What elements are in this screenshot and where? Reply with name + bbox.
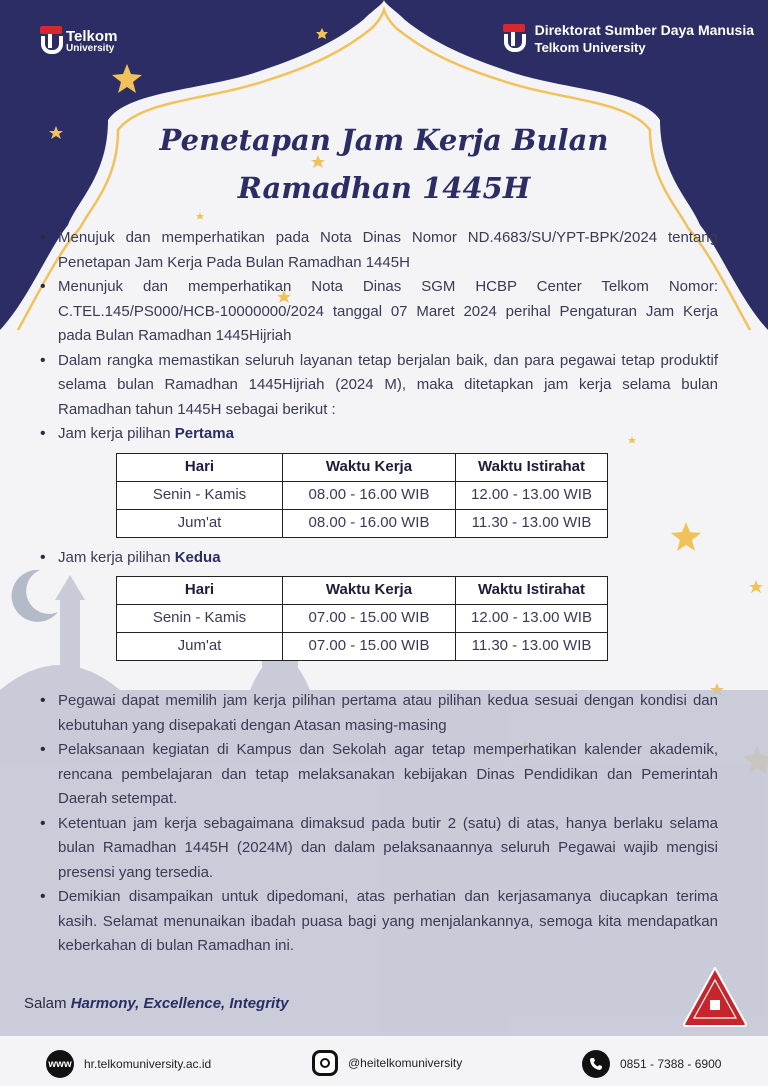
table-cell: Jum'at [117,509,283,537]
schedule-table-1 [116,453,608,538]
page-title [0,116,768,212]
phone-number[interactable]: 0851 - 7388 - 6900 [620,1057,722,1071]
schedule-table-2 [116,576,608,661]
table-row [117,633,608,661]
footer-instagram[interactable] [312,1050,462,1076]
title-line-1: Penetapan Jam Kerja Bulan [159,123,609,157]
salam-line [24,995,289,1012]
table-cell: 11.30 - 13.00 WIB [456,633,608,661]
telkom-university-logo [40,26,117,56]
table-header: Waktu Kerja [283,577,456,605]
directorate-university: Telkom University [534,39,646,55]
directorate-logo [503,22,754,56]
table-header: Hari [117,453,283,481]
option-1-prefix: Jam kerja pilihan [58,425,175,442]
announcement-body [38,226,718,959]
table-cell: Jum'at [117,633,283,661]
table-header-row [117,453,608,481]
salam-values: Harmony, Excellence, Integrity [70,995,289,1012]
instagram-handle[interactable]: @heitelkomuniversity [348,1056,463,1070]
table-header-row [117,577,608,605]
table-cell: 11.30 - 13.00 WIB [456,509,608,537]
table-cell: Senin - Kamis [117,605,283,633]
directorate-name: Direktorat Sumber Daya Manusia [534,22,754,38]
website-link[interactable]: hr.telkomuniversity.ac.id [84,1057,212,1071]
table-header: Waktu Kerja [283,453,456,481]
globe-icon: www [46,1050,74,1078]
table-row [117,509,608,537]
option-2-prefix: Jam kerja pilihan [58,548,175,566]
list-item: • Menunjuk dan memperhatikan Nota Dinas SGM HCBP Center Telkom Nomor: C.TEL.145/PS000/HCB-10000000/2024 tanggal 07 Maret 2024 perihal Pengaturan Jam Kerja pada Bulan Ramadhan 1445Hijriah [38,275,718,349]
telkom-logo-icon [40,26,62,56]
table-cell: 12.00 - 13.00 WIB [456,481,608,509]
table-cell: 07.00 - 15.00 WIB [283,633,456,661]
table-cell: 08.00 - 16.00 WIB [283,481,456,509]
list-item: • Ketentuan jam kerja sebagaimana dimaksud pada butir 2 (satu) di atas, hanya berlaku selama bulan Ramadhan 1445H (2024M) dan dalam pelaksanaannya seluruh Pegawai wajib mengisi presensi yang tersedia. [38,812,718,886]
footer-phone[interactable] [582,1050,721,1078]
table-header: Waktu Istirahat [456,577,608,605]
brand-subname: University [66,42,115,54]
telkom-logo-icon [503,24,525,54]
option-2-heading [38,546,718,571]
footer [0,1048,768,1078]
option-2-name: Kedua [174,548,221,566]
table-header: Waktu Istirahat [456,453,608,481]
list-item: • Pelaksanaan kegiatan di Kampus dan Sekolah agar tetap memperhatikan kalender akademik, rencana pembelajaran dan tetap melaksanakan kebijakan Dinas Pendidikan dan Pemerintah Daerah setempat. [38,738,718,812]
brand-name: Telkom [66,27,118,45]
list-item: • Pegawai dapat memilih jam kerja pilihan pertama atau pilihan kedua sesuai dengan kondisi dan kebutuhan yang disepakati dengan Atasan masing-masing [38,689,718,738]
table-header: Hari [117,577,283,605]
salam-prefix: Salam [24,995,71,1012]
table-cell: 08.00 - 16.00 WIB [283,509,456,537]
phone-icon [582,1050,610,1078]
table-cell: 12.00 - 13.00 WIB [456,605,608,633]
table-cell: 07.00 - 15.00 WIB [283,605,456,633]
table-row [117,481,608,509]
instagram-icon [312,1050,338,1076]
option-1-heading [38,422,718,447]
values-badge-icon [682,966,748,1028]
table-row [117,605,608,633]
list-item: • Dalam rangka memastikan seluruh layanan tetap berjalan baik, dan para pegawai tetap produktif selama bulan Ramadhan 1445Hijriah (2024 M), maka ditetapkan jam kerja selama bulan Ramadhan tahun 1445H sebagai berikut : [38,349,718,423]
table-cell: Senin - Kamis [117,481,283,509]
option-1-name: Pertama [174,425,234,442]
list-item: • Demikian disampaikan untuk dipedomani, atas perhatian dan kerjasamanya diucapkan terima kasih. Selamat menunaikan ibadah puasa bagi yang menjalankannya, semoga kita mendapatkan keberkahan di bulan Ramadhan ini. [38,885,718,959]
footer-website[interactable] [46,1050,211,1078]
title-line-2: Ramadhan 1445H [237,171,531,205]
list-item: • Menujuk dan memperhatikan pada Nota Dinas Nomor ND.4683/SU/YPT-BPK/2024 tentang Penetapan Jam Kerja Pada Bulan Ramadhan 1445H [38,226,718,275]
